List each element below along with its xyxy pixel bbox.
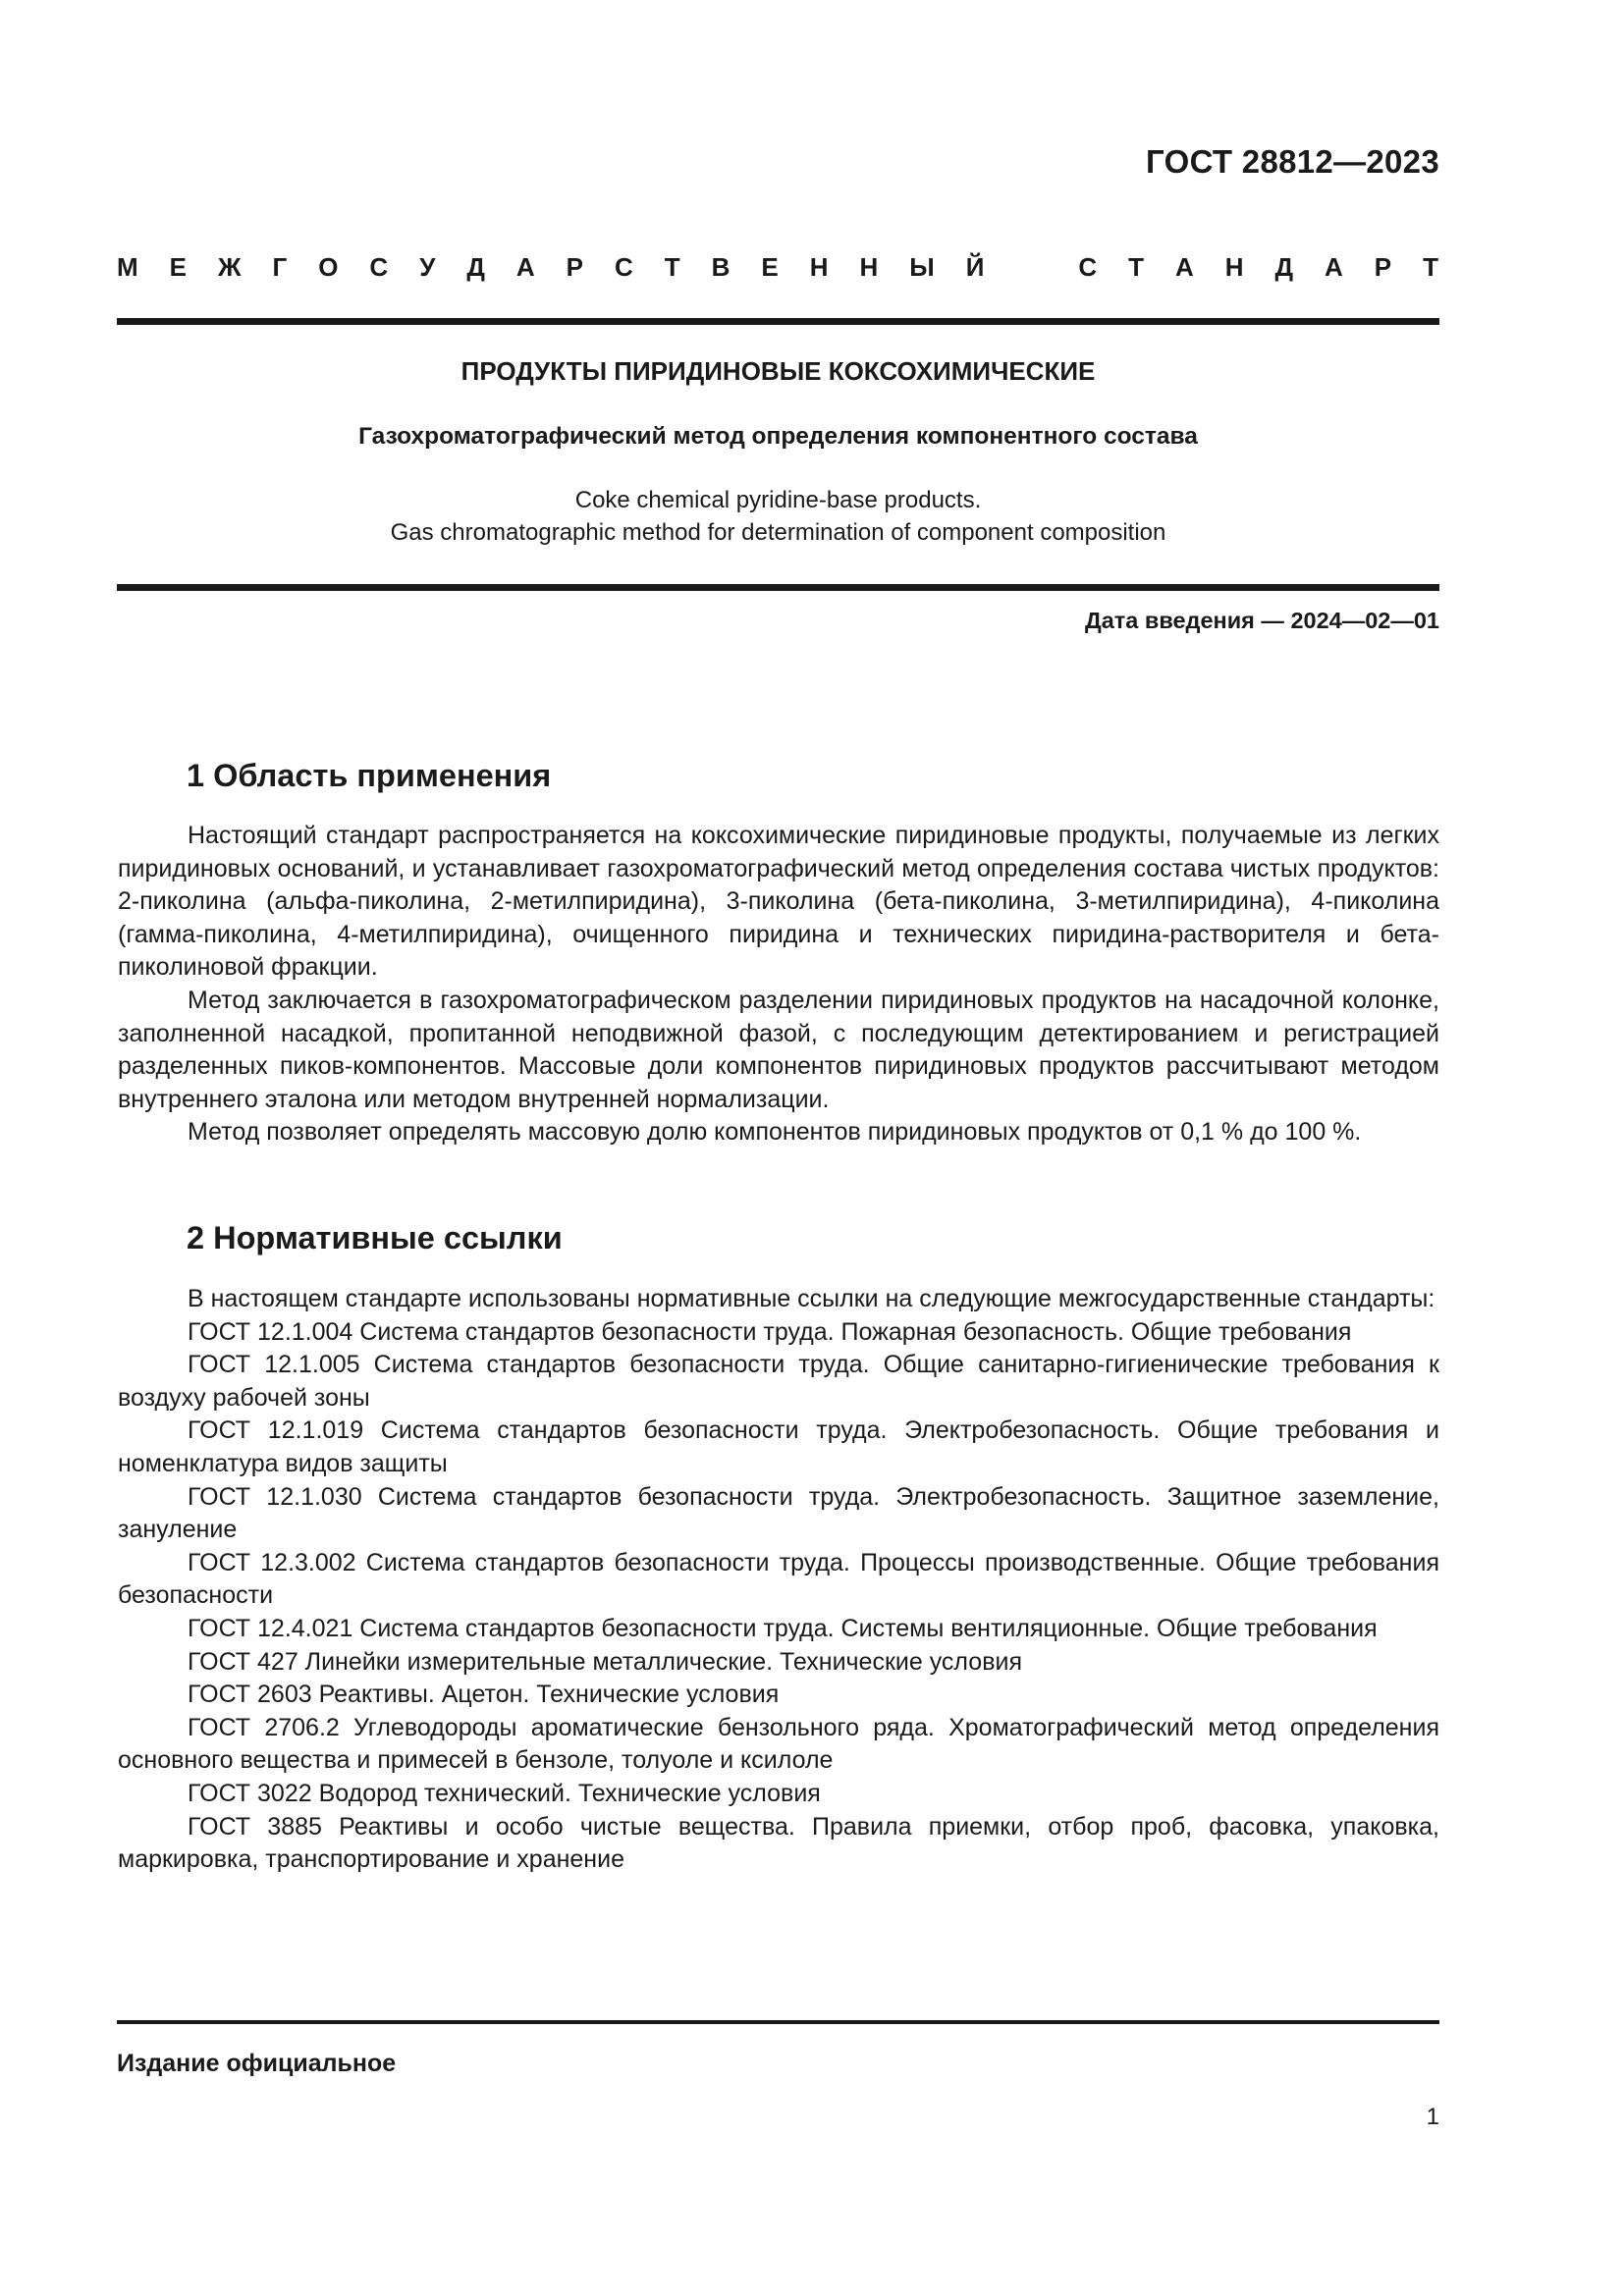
banner-letter: Р — [566, 252, 583, 282]
banner-letter: Е — [169, 252, 187, 282]
banner-letter: А — [1325, 252, 1343, 282]
banner-letter: Н — [809, 252, 829, 282]
reference-item: ГОСТ 427 Линейки измерительные металлические. Технические условия — [188, 1647, 1022, 1676]
banner-letter: Т — [1128, 252, 1144, 282]
banner-letter: Е — [761, 252, 779, 282]
banner-letter: А — [1174, 252, 1194, 282]
reference-item: ГОСТ 12.1.019 Система стандартов безопасности труда. Электробезопасность. Общие требования и номенклатура видов защиты — [118, 1416, 1439, 1477]
banner-letter: Г — [272, 252, 288, 282]
document-number: ГОСТ 28812—2023 — [1146, 143, 1439, 180]
banner-letter: У — [419, 252, 436, 282]
banner-letter: Д — [466, 252, 485, 282]
banner-letter: С — [1078, 252, 1098, 282]
reference-item: ГОСТ 12.4.021 Система стандартов безопасности труда. Системы вентиляционные. Общие требования — [188, 1614, 1378, 1642]
banner-letter: О — [318, 252, 339, 282]
reference-item: ГОСТ 2706.2 Углеводороды ароматические бензольного ряда. Хроматографический метод определения основного вещества и примесей в бензоле, толуоле и ксилоле — [118, 1713, 1439, 1775]
reference-item: ГОСТ 3022 Водород технический. Технические условия — [188, 1779, 821, 1807]
banner-letter: С — [614, 252, 633, 282]
reference-item: ГОСТ 3885 Реактивы и особо чистые вещества. Правила приемки, отбор проб, фасовка, упаковка, маркировка, транспортирование и хранение — [118, 1812, 1439, 1874]
official-edition-label: Издание официальное — [117, 2050, 397, 2077]
english-title-line-1: Coke chemical pyridine-base products. — [574, 487, 982, 513]
banner-letter: Ы — [909, 252, 935, 282]
title-rule — [117, 584, 1439, 591]
banner-letter: Ж — [217, 252, 242, 282]
reference-item: ГОСТ 12.1.030 Система стандартов безопасности труда. Электробезопасность. Защитное заземление, зануление — [118, 1482, 1439, 1544]
page-number: 1 — [1426, 2104, 1439, 2130]
section-2-body — [118, 1283, 1439, 1877]
header-rule — [117, 318, 1439, 325]
english-title — [117, 484, 1439, 549]
banner-letter: Н — [1224, 252, 1244, 282]
section-2-heading: 2 Нормативные ссылки — [187, 1220, 563, 1255]
reference-item: ГОСТ 2603 Реактивы. Ацетон. Технические условия — [188, 1681, 780, 1709]
banner-letter: Д — [1274, 252, 1294, 282]
english-title-line-2: Gas chromatographic method for determination of component composition — [390, 519, 1166, 546]
banner-letter: В — [711, 252, 731, 282]
paragraph: Настоящий стандарт распространяется на коксохимические пиридиновые продукты, получаемые из легких пиридиновых оснований, и устанавливает газохроматографический метод определения состава чистых продуктов: 2-пиколина (альфа-пиколина, 2-метилпиридина), 3-пиколина (бета-пиколина, 3-метилпиридина), 4-пиколина (гамма-пиколина, 4-метилпиридина), очищенного пиридина и технических пиридина-растворителя и бета-пиколиновой фракции. — [118, 822, 1439, 982]
paragraph: Метод позволяет определять массовую долю компонентов пиридиновых продуктов от 0,1 % до 100 %. — [188, 1118, 1362, 1147]
banner-letter: М — [117, 252, 138, 282]
introduction-date: Дата введения — 2024—02—01 — [1084, 608, 1439, 633]
document-subtitle: Газохроматографический метод определения компонентного состава — [358, 423, 1198, 450]
banner-letter: А — [515, 252, 535, 282]
banner-letter: Н — [859, 252, 879, 282]
banner-letter: С — [369, 252, 389, 282]
paragraph: В настоящем стандарте использованы нормативные ссылки на следующие межгосударственные стандарты: — [188, 1285, 1435, 1312]
reference-item: ГОСТ 12.1.005 Система стандартов безопасности труда. Общие санитарно-гигиенические требования к воздуху рабочей зоны — [118, 1351, 1439, 1412]
reference-item: ГОСТ 12.1.004 Система стандартов безопасности труда. Пожарная безопасность. Общие требования — [188, 1317, 1352, 1346]
document-title: ПРОДУКТЫ ПИРИДИНОВЫЕ КОКСОХИМИЧЕСКИЕ — [460, 356, 1096, 386]
footer-rule — [117, 2020, 1439, 2024]
banner-letter: Т — [664, 252, 680, 282]
section-1-body — [118, 820, 1439, 1149]
interstate-standard-banner — [117, 252, 1438, 283]
banner-letter: Й — [965, 252, 985, 282]
banner-letter: Р — [1374, 252, 1392, 282]
paragraph: Метод заключается в газохроматографическом разделении пиридиновых продуктов на насадочной колонке, заполненной насадкой, пропитанной неподвижной фазой, с последующим детектированием и регистрацией разделенных пиков-компонентов. Массовые доли компонентов пиридиновых продуктов рассчитывают методом внутреннего эталона или методом внутренней нормализации. — [118, 986, 1439, 1113]
section-1-heading: 1 Область применения — [187, 758, 552, 793]
reference-item: ГОСТ 12.3.002 Система стандартов безопасности труда. Процессы производственные. Общие требования безопасности — [118, 1548, 1439, 1610]
banner-letter: Т — [1423, 252, 1438, 282]
